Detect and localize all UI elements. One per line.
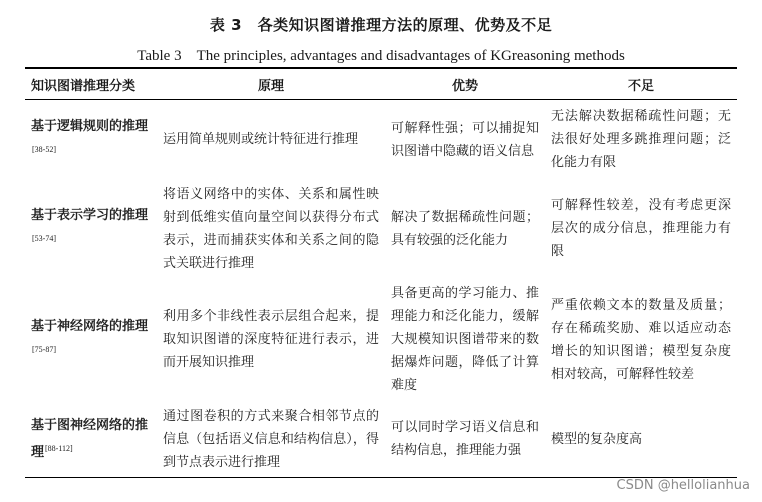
table-row: [25, 402, 737, 478]
row-principle: 利用多个非线性表示层组合起来，提取知识图谱的深度特征进行表示，进而开展知识推理: [163, 309, 379, 370]
header-disadvantages: 不足: [545, 68, 737, 100]
row-principle: 通过图卷积的方式来聚合相邻节点的信息（包括语义信息和结构信息），得到节点表示进行推理: [157, 402, 385, 478]
row-advantages: 解决了数据稀疏性问题；具有较强的泛化能力: [391, 209, 539, 248]
row-category: [25, 402, 157, 478]
reference-citation: [75-87]: [32, 344, 56, 354]
row-disadvantages: 模型的复杂度高: [545, 402, 737, 478]
row-disadvantages: 严重依赖文本的数量及质量；存在稀疏奖励、难以适应动态增长的知识图谱；模型复杂度相对较高，可解释性较差: [551, 297, 731, 382]
header-advantages: 优势: [385, 68, 545, 100]
table-row: [25, 278, 737, 402]
table-caption-chinese: 表 3 各类知识图谱推理方法的原理、优势及不足: [209, 16, 553, 34]
header-principle: 原理: [157, 68, 385, 100]
reference-citation: [38-52]: [32, 144, 56, 154]
category-label: 基于神经网络的推理: [31, 318, 149, 334]
row-advantages: 可解释性强；可以捕捉知识图谱中隐藏的语义信息: [391, 120, 539, 159]
table-caption-english: Table 3 The principles, advantages and disadvantages of KGreasoning methods: [137, 48, 625, 64]
category-label: 基于逻辑规则的推理: [31, 118, 149, 134]
row-principle: 运用简单规则或统计特征进行推理: [163, 132, 359, 148]
csdn-watermark: CSDN @hellolianhua: [616, 478, 750, 493]
row-category: [25, 180, 157, 278]
header-category: 知识图谱推理分类: [25, 68, 157, 100]
table-header-row: [25, 68, 737, 100]
reference-citation: [53-74]: [32, 233, 56, 243]
category-label: 基于图神经网络的推理: [31, 418, 149, 461]
row-category: [25, 278, 157, 402]
row-category: [25, 100, 157, 180]
row-principle: 将语义网络中的实体、关系和属性映射到低维实值向量空间以获得分布式表示，进而捕获实体和关系之间的隐式关联进行推理: [163, 186, 379, 271]
row-advantages: 具备更高的学习能力、推理能力和泛化能力，缓解大规模知识图谱带来的数据爆炸问题，降低了计算难度: [391, 286, 539, 393]
row-disadvantages: 可解释性较差，没有考虑更深层次的成分信息，推理能力有限: [551, 198, 731, 259]
row-advantages: 可以同时学习语义信息和结构信息，推理能力强: [385, 402, 545, 478]
table-row: [25, 100, 737, 180]
category-label: 基于表示学习的推理: [31, 207, 149, 223]
table-row: [25, 180, 737, 278]
row-disadvantages: 无法解决数据稀疏性问题；无法很好处理多跳推理问题；泛化能力有限: [551, 109, 731, 171]
reasoning-methods-table: [25, 67, 737, 478]
reference-citation: [88-112]: [45, 444, 73, 454]
